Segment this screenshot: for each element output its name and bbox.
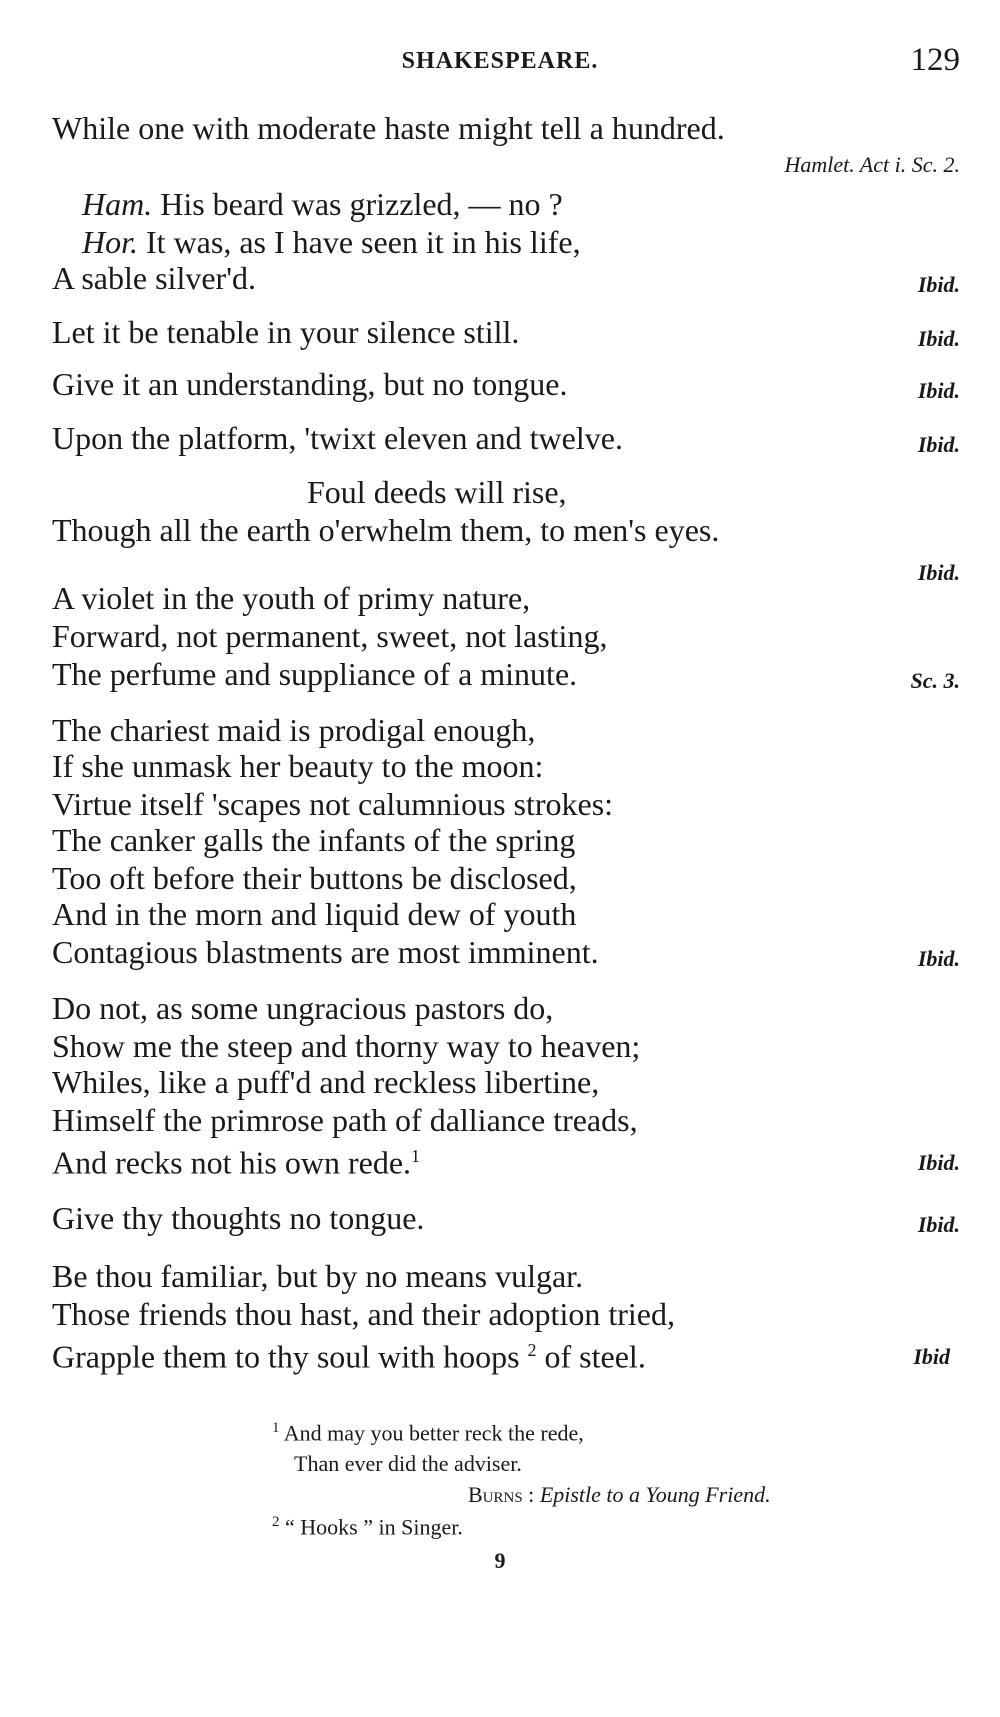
- speech-text: It was, as I have seen it in his life,: [146, 224, 581, 260]
- verse-line: Give it an understanding, but no tongue.: [52, 366, 568, 402]
- citation: Hamlet. Act i. Sc. 2.: [784, 152, 960, 177]
- footnote-reference: 2: [527, 1340, 537, 1360]
- footnote-author: Burns :: [468, 1482, 535, 1507]
- verse-line: Though all the earth o'erwhelm them, to men's eyes.: [52, 512, 720, 548]
- citation: Ibid.: [917, 378, 960, 403]
- citation: Ibid.: [917, 946, 960, 971]
- verse-line: Contagious blastments are most imminent.: [52, 934, 599, 970]
- citation: Ibid.: [917, 1150, 960, 1175]
- verse-line: Himself the primrose path of dalliance treads,: [52, 1102, 638, 1138]
- verse-line: Show me the steep and thorny way to heaven;: [52, 1028, 641, 1064]
- speaker-name: Hor.: [82, 224, 139, 260]
- verse-line: [82, 184, 563, 224]
- citation: Ibid.: [917, 560, 960, 585]
- verse-line: Give thy thoughts no tongue.: [52, 1200, 425, 1236]
- verse-line: Let it be tenable in your silence still.: [52, 314, 520, 350]
- footnote-attribution: [468, 1482, 771, 1508]
- verse-line: Those friends thou hast, and their adoption tried,: [52, 1296, 675, 1332]
- verse-line: Too oft before their buttons be disclosed,: [52, 860, 577, 896]
- verse-line: Foul deeds will rise,: [307, 474, 567, 510]
- speaker-name: Ham.: [82, 186, 153, 222]
- verse-line: Whiles, like a puff'd and reckless libertine,: [52, 1064, 600, 1100]
- page-number: 129: [910, 42, 960, 78]
- verse-line: [52, 1136, 420, 1183]
- footnote-mark: 1: [272, 1420, 280, 1436]
- footnote-text: And may you better reck the rede,: [283, 1420, 584, 1446]
- running-head: SHAKESPEARE.: [401, 48, 599, 74]
- citation: Ibid.: [917, 1212, 960, 1237]
- signature-mark: 9: [494, 1548, 506, 1573]
- footnote-1: [272, 1420, 584, 1446]
- citation: Ibid: [913, 1344, 950, 1369]
- verse-line: The chariest maid is prodigal enough,: [52, 712, 536, 748]
- verse-line: [52, 1330, 646, 1377]
- verse-line: And in the morn and liquid dew of youth: [52, 896, 577, 932]
- verse-line: [82, 222, 581, 262]
- verse-line: A sable silver'd.: [52, 260, 256, 296]
- footnote-2: [272, 1514, 463, 1540]
- verse-line: If she unmask her beauty to the moon:: [52, 748, 544, 784]
- verse-text: And recks not his own rede.: [52, 1144, 412, 1181]
- verse-line: A violet in the youth of primy nature,: [52, 580, 531, 616]
- footnote-work: Epistle to a Young Friend.: [539, 1482, 771, 1507]
- verse-line: The canker galls the infants of the spring: [52, 822, 576, 858]
- footnote-text: Than ever did the adviser.: [294, 1451, 522, 1476]
- citation: Ibid.: [917, 272, 960, 297]
- verse-line: Forward, not permanent, sweet, not lasting,: [52, 618, 608, 654]
- footnote-mark: 2: [272, 1514, 280, 1530]
- verse-line: Do not, as some ungracious pastors do,: [52, 990, 554, 1026]
- citation: Sc. 3.: [910, 668, 960, 693]
- citation: Ibid.: [917, 326, 960, 351]
- citation: Ibid.: [917, 432, 960, 457]
- verse-line: Upon the platform, 'twixt eleven and twelve.: [52, 420, 623, 456]
- speech-text: His beard was grizzled, — no ?: [160, 186, 563, 222]
- verse-line: While one with moderate haste might tell a hundred.: [52, 110, 725, 146]
- verse-text: Grapple them to thy soul with hoops: [52, 1338, 520, 1375]
- footnote-text: “ Hooks ” in Singer.: [285, 1514, 463, 1540]
- verse-text: of steel.: [544, 1338, 646, 1375]
- verse-line: The perfume and suppliance of a minute.: [52, 656, 578, 692]
- verse-line: Be thou familiar, but by no means vulgar.: [52, 1258, 584, 1294]
- verse-line: Virtue itself 'scapes not calumnious strokes:: [52, 786, 614, 822]
- footnote-reference: 1: [411, 1146, 421, 1166]
